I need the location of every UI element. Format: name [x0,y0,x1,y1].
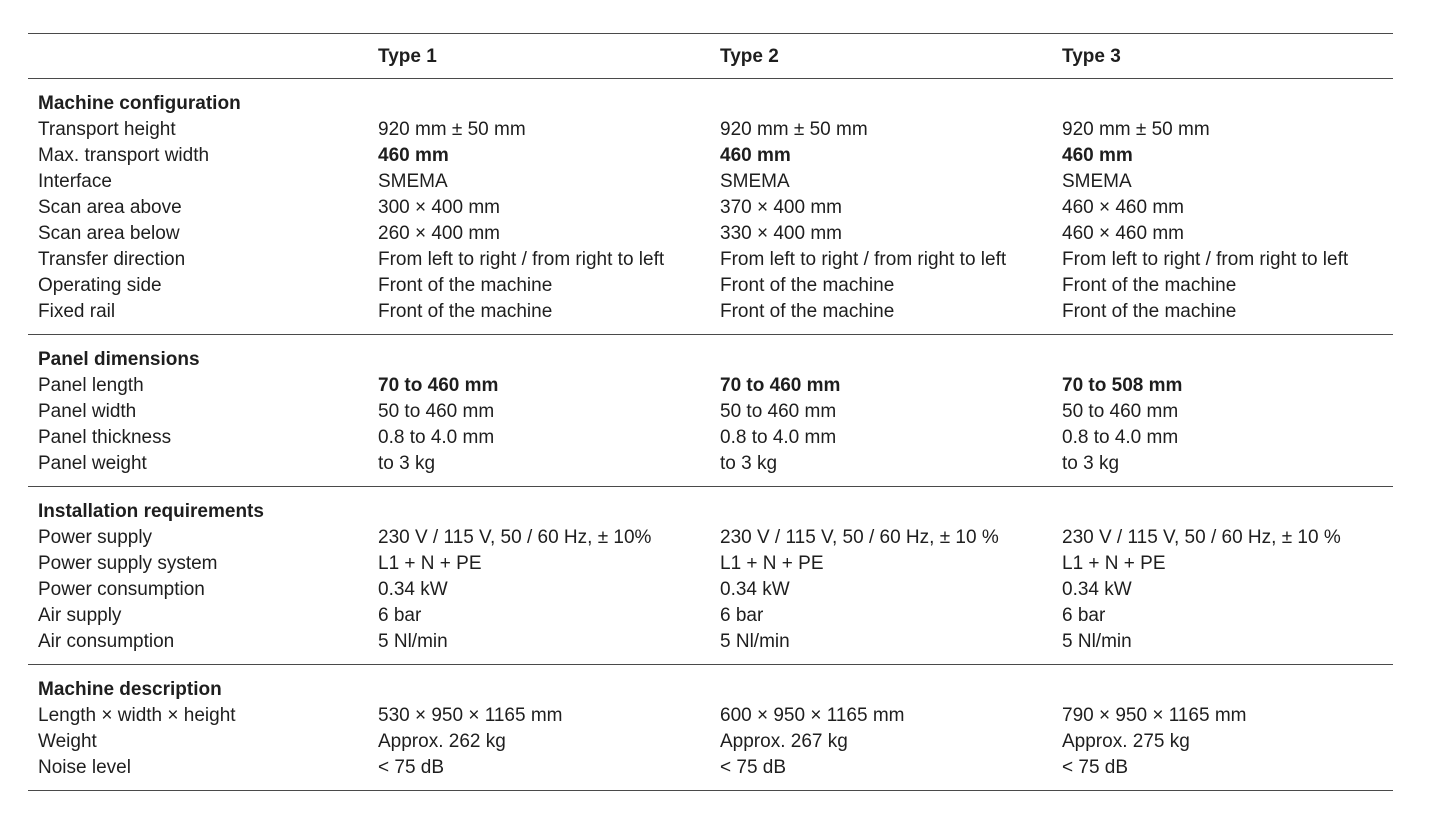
section-title: Panel dimensions [38,349,200,370]
header-type-1: Type 1 [378,46,437,67]
spec-row [28,247,1393,273]
spec-value-type-1: < 75 dB [378,757,445,778]
spec-row [28,703,1393,729]
spec-row [28,525,1393,551]
spec-row [28,551,1393,577]
spec-value-type-3: 230 V / 115 V, 50 / 60 Hz, ± 10 % [1062,527,1341,548]
spec-value-type-1: 0.34 kW [378,579,448,600]
spec-row [28,273,1393,299]
section-title: Machine description [38,679,222,700]
spec-value-type-2: L1 + N + PE [720,553,824,574]
spec-label: Panel thickness [38,427,172,448]
spec-label: Panel width [38,401,137,422]
spec-value-type-2: 920 mm ± 50 mm [720,119,868,140]
spec-value-type-3: 920 mm ± 50 mm [1062,119,1210,140]
spec-value-type-3: 50 to 460 mm [1062,401,1179,422]
spec-value-type-3: SMEMA [1062,171,1132,192]
spec-label: Fixed rail [38,301,116,322]
spec-section [28,335,1393,486]
spec-value-type-1: 530 × 950 × 1165 mm [378,705,563,726]
spec-label: Power consumption [38,579,205,600]
spec-label: Power supply [38,527,153,548]
spec-value-type-1: Front of the machine [378,301,553,322]
spec-value-type-2: < 75 dB [720,757,787,778]
section-title: Installation requirements [38,501,264,522]
spec-value-type-3: Front of the machine [1062,275,1237,296]
spec-value-type-1: 50 to 460 mm [378,401,495,422]
spec-row [28,629,1393,655]
spec-row [28,755,1393,781]
spec-value-type-3: From left to right / from right to left [1062,249,1349,270]
spec-label: Interface [38,171,112,192]
spec-row [28,299,1393,325]
spec-value-type-1: 230 V / 115 V, 50 / 60 Hz, ± 10% [378,527,652,548]
spec-value-type-2: 0.34 kW [720,579,790,600]
spec-value-type-3: 70 to 508 mm [1062,375,1183,396]
spec-value-type-2: SMEMA [720,171,790,192]
spec-value-type-2: 5 Nl/min [720,631,790,652]
spec-value-type-1: 5 Nl/min [378,631,448,652]
spec-value-type-2: 370 × 400 mm [720,197,842,218]
spec-row [28,169,1393,195]
spec-value-type-1: 920 mm ± 50 mm [378,119,526,140]
spec-value-type-1: Front of the machine [378,275,553,296]
spec-value-type-3: 790 × 950 × 1165 mm [1062,705,1247,726]
spec-value-type-2: 0.8 to 4.0 mm [720,427,837,448]
spec-label: Weight [38,731,97,752]
spec-value-type-1: 460 mm [378,145,449,166]
spec-label: Noise level [38,757,131,778]
spec-value-type-1: SMEMA [378,171,448,192]
spec-value-type-1: to 3 kg [378,453,436,474]
spec-value-type-2: 330 × 400 mm [720,223,842,244]
spec-table [28,33,1393,791]
spec-row [28,143,1393,169]
spec-row [28,373,1393,399]
spec-value-type-1: 260 × 400 mm [378,223,500,244]
header-type-3: Type 3 [1062,46,1121,67]
spec-value-type-1: 70 to 460 mm [378,375,499,396]
section-title: Machine configuration [38,93,241,114]
spec-value-type-3: Front of the machine [1062,301,1237,322]
spec-row [28,399,1393,425]
spec-value-type-1: 6 bar [378,605,422,626]
spec-value-type-3: 460 × 460 mm [1062,223,1184,244]
spec-sections [28,78,1393,791]
header-type-2: Type 2 [720,46,779,67]
spec-value-type-2: 6 bar [720,605,764,626]
spec-value-type-2: 600 × 950 × 1165 mm [720,705,905,726]
spec-value-type-1: 300 × 400 mm [378,197,500,218]
spec-label: Transfer direction [38,249,186,270]
spec-label: Panel weight [38,453,147,474]
spec-value-type-2: Front of the machine [720,301,895,322]
spec-value-type-3: Approx. 275 kg [1062,731,1190,752]
spec-value-type-3: 6 bar [1062,605,1106,626]
spec-row [28,117,1393,143]
spec-section [28,487,1393,664]
spec-value-type-1: Approx. 262 kg [378,731,506,752]
spec-value-type-2: 230 V / 115 V, 50 / 60 Hz, ± 10 % [720,527,999,548]
spec-row [28,425,1393,451]
spec-value-type-2: Approx. 267 kg [720,731,848,752]
spec-section [28,665,1393,790]
spec-row [28,195,1393,221]
spec-value-type-3: to 3 kg [1062,453,1120,474]
spec-label: Panel length [38,375,144,396]
spec-label: Max. transport width [38,145,210,166]
spec-value-type-2: 460 mm [720,145,791,166]
spec-row [28,603,1393,629]
bottom-rule [28,790,1393,791]
spec-label: Scan area above [38,197,182,218]
spec-label: Scan area below [38,223,180,244]
spec-label: Operating side [38,275,162,296]
spec-value-type-3: 460 mm [1062,145,1133,166]
spec-value-type-2: 70 to 460 mm [720,375,841,396]
spec-value-type-3: 5 Nl/min [1062,631,1132,652]
spec-value-type-2: to 3 kg [720,453,778,474]
header-row [28,34,1393,78]
spec-label: Air supply [38,605,122,626]
spec-value-type-2: Front of the machine [720,275,895,296]
spec-label: Transport height [38,119,176,140]
spec-value-type-1: From left to right / from right to left [378,249,665,270]
spec-value-type-3: < 75 dB [1062,757,1129,778]
spec-section [28,79,1393,334]
spec-row [28,221,1393,247]
spec-row [28,729,1393,755]
spec-value-type-3: 460 × 460 mm [1062,197,1184,218]
spec-value-type-2: 50 to 460 mm [720,401,837,422]
spec-label: Length × width × height [38,705,236,726]
spec-label: Power supply system [38,553,218,574]
spec-value-type-1: 0.8 to 4.0 mm [378,427,495,448]
spec-row [28,577,1393,603]
spec-value-type-3: 0.8 to 4.0 mm [1062,427,1179,448]
spec-value-type-2: From left to right / from right to left [720,249,1007,270]
spec-value-type-1: L1 + N + PE [378,553,482,574]
spec-label: Air consumption [38,631,175,652]
spec-row [28,451,1393,477]
spec-value-type-3: L1 + N + PE [1062,553,1166,574]
spec-value-type-3: 0.34 kW [1062,579,1132,600]
